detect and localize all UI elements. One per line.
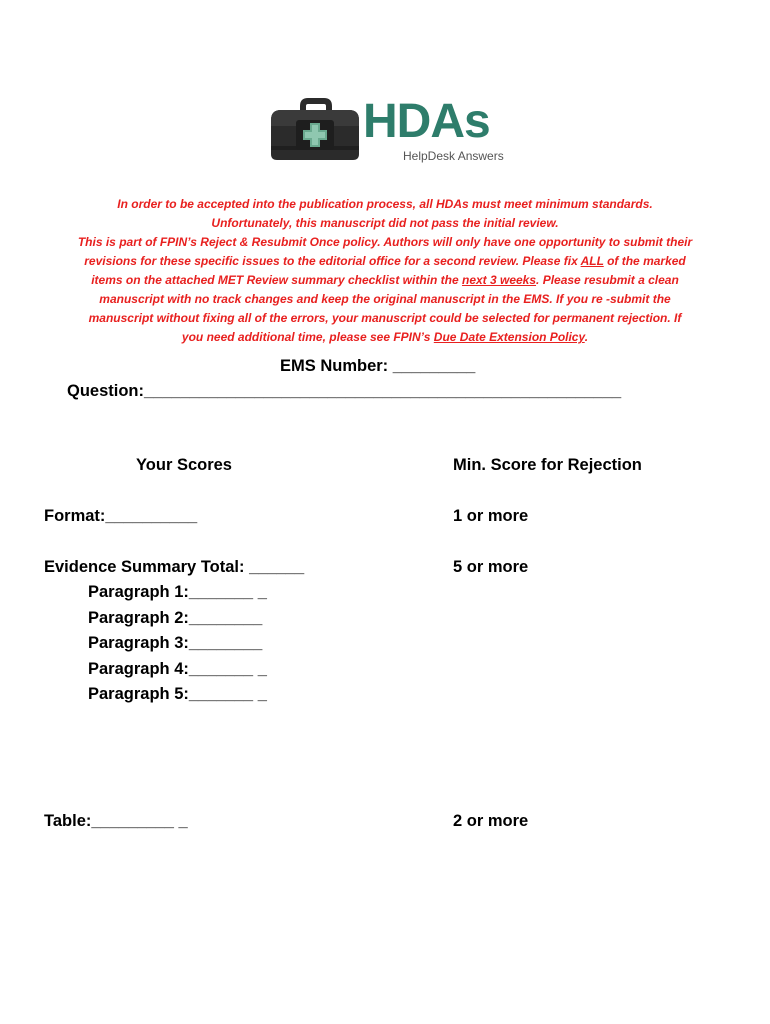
paragraph-3-field[interactable]: Paragraph 3:________ bbox=[88, 634, 263, 652]
question-field[interactable]: Question:____________________________________________________ bbox=[67, 382, 622, 400]
format-min-score: 1 or more bbox=[453, 507, 529, 525]
notice-line: revisions for these specific issues to the editorial office for a second review. Please fix ALL of the marked bbox=[84, 254, 686, 268]
paragraph-2-field[interactable]: Paragraph 2:________ bbox=[88, 609, 263, 627]
notice-line: you need additional time, please see FPIN’s Due Date Extension Policy. bbox=[181, 330, 589, 344]
min-score-heading: Min. Score for Rejection bbox=[453, 456, 642, 474]
rejection-notice bbox=[40, 195, 730, 347]
due-date-extension-link[interactable]: Due Date Extension Policy bbox=[433, 330, 585, 344]
paragraph-4-field[interactable]: Paragraph 4:_______ _ bbox=[88, 660, 267, 678]
ems-number-field[interactable]: EMS Number: _________ bbox=[280, 357, 476, 375]
deadline-text: next 3 weeks bbox=[461, 273, 537, 287]
notice-line: manuscript without fixing all of the errors, your manuscript could be selected for permanent rejection. If bbox=[88, 311, 682, 325]
table-min-score: 2 or more bbox=[453, 812, 529, 830]
emphasis-all: ALL bbox=[580, 254, 604, 268]
notice-line: This is part of FPIN’s Reject & Resubmit Once policy. Authors will only have one opportunity to submit their bbox=[77, 235, 693, 249]
paragraph-5-field[interactable]: Paragraph 5:_______ _ bbox=[88, 685, 267, 703]
notice-line: Unfortunately, this manuscript did not pass the initial review. bbox=[211, 216, 559, 230]
notice-line: items on the attached MET Review summary checklist within the next 3 weeks. Please resubmit a clean bbox=[91, 273, 679, 287]
logo-title: HDAs bbox=[363, 95, 490, 148]
evidence-min-score: 5 or more bbox=[453, 558, 529, 576]
notice-line: manuscript with no track changes and keep the original manuscript in the EMS. If you re -submit the bbox=[99, 292, 671, 306]
your-scores-heading: Your Scores bbox=[136, 456, 232, 474]
evidence-total-field[interactable]: Evidence Summary Total: ______ bbox=[44, 558, 305, 576]
medical-bag-icon bbox=[267, 96, 363, 162]
format-score-field[interactable]: Format:__________ bbox=[44, 507, 198, 525]
paragraph-1-field[interactable]: Paragraph 1:_______ _ bbox=[88, 583, 267, 601]
notice-line: In order to be accepted into the publication process, all HDAs must meet minimum standards. bbox=[117, 197, 653, 211]
hdas-logo bbox=[265, 92, 515, 172]
logo-subtitle: HelpDesk Answers bbox=[403, 149, 504, 163]
table-score-field[interactable]: Table:_________ _ bbox=[44, 812, 188, 830]
